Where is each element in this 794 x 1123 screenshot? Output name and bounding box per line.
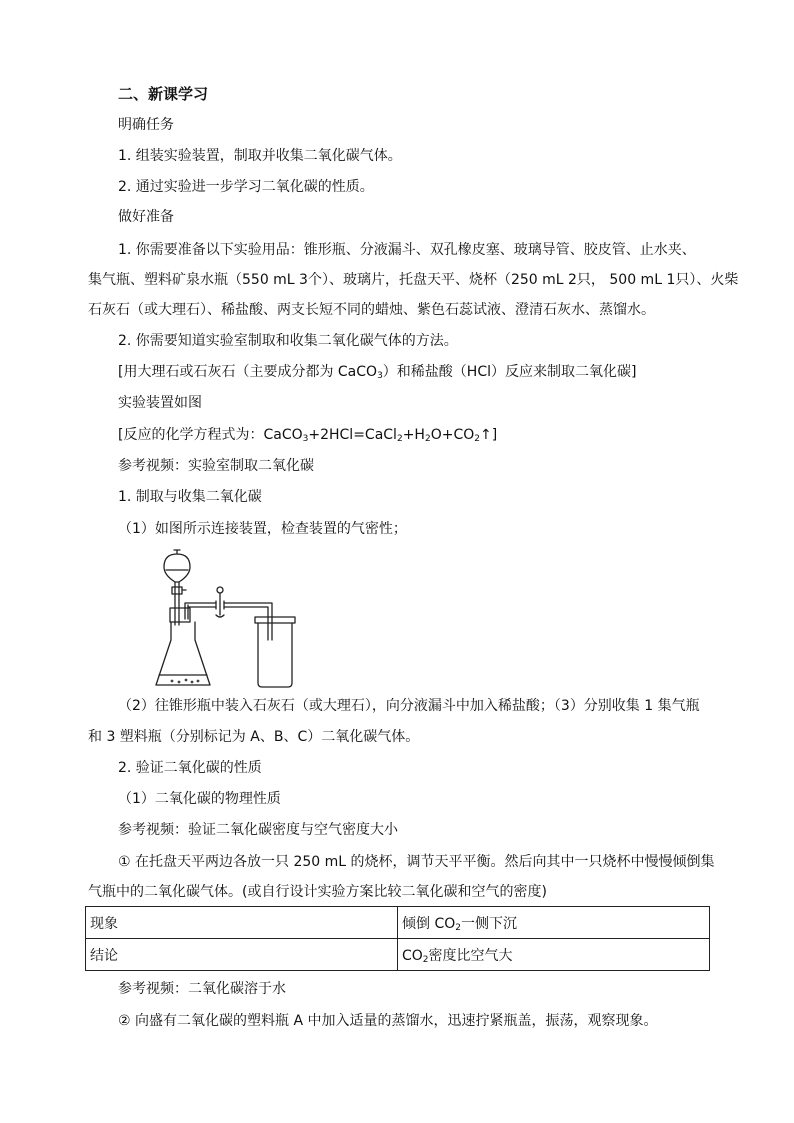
experiment-1-line-1: ① 在托盘天平两边各放一只 250 mL 的烧杯，调节天平平衡。然后向其中一只烧杯中慢慢倾倒集 — [118, 854, 715, 870]
prep-1-line-2: 集气瓶、塑料矿泉水瓶（550 mL 3个）、玻璃片，托盘天平、烧杯（250 mL 2只， 500 mL 1只）、火柴 — [88, 272, 739, 288]
table-row — [86, 907, 710, 939]
step-2-1: （1）二氧化碳的物理性质 — [118, 791, 281, 807]
prep-2: 2. 你需要知道实验室制取和收集二氧化碳气体的方法。 — [118, 333, 458, 349]
experiment-2: ② 向盛有二氧化碳的塑料瓶 A 中加入适量的蒸馏水，迅速拧紧瓶盖，振荡，观察现象。 — [118, 1013, 658, 1029]
table-cell-conclusion-label: 结论 — [86, 939, 398, 971]
prep-heading: 做好准备 — [118, 209, 174, 225]
step-1-2-line-1: （2）往锥形瓶中装入石灰石（或大理石），向分液漏斗中加入稀盐酸；（3）分别收集 1 集气瓶 — [118, 698, 700, 714]
observation-table — [85, 906, 710, 971]
video-ref-1: 参考视频：实验室制取二氧化碳 — [118, 458, 314, 474]
video-ref-2: 参考视频：验证二氧化碳密度与空气密度大小 — [118, 822, 398, 838]
apparatus-heading: 实验装置如图 — [118, 395, 202, 411]
table-cell-phenomenon-value: 倾倒 $CO_2$一侧下沉 — [398, 907, 710, 939]
step-1-2-line-2: 和 3 塑料瓶（分别标记为 A、B、C）二氧化碳气体。 — [88, 729, 420, 745]
task-1: 1. 组装实验装置，制取并收集二氧化碳气体。 — [118, 148, 402, 164]
task-heading: 明确任务 — [118, 117, 174, 133]
table-cell-conclusion-value: $CO_2$密度比空气大 — [398, 939, 710, 971]
table-row — [86, 939, 710, 971]
table-cell-phenomenon-label: 现象 — [86, 907, 398, 939]
prep-1-line-3: 石灰石（或大理石）、稀盐酸、两支长短不同的蜡烛、紫色石蕊试液、澄清石灰水、蒸馏水。 — [88, 302, 655, 318]
reaction-equation: [反应的化学方程式为：$CaCO_3+2HCl=CaCl_2+H_2O+CO_2↑$] — [118, 427, 498, 444]
task-2: 2. 通过实验进一步学习二氧化碳的性质。 — [118, 179, 374, 195]
step-1-1: （1）如图所示连接装置，检查装置的气密性； — [118, 521, 407, 537]
video-ref-3: 参考视频：二氧化碳溶于水 — [118, 981, 286, 997]
method-note: [用大理石或石灰石（主要成分都为 CaCO$_3$）和稀盐酸（HCl）反应来制取二氧化碳] — [118, 364, 637, 381]
prep-1-line-1: 1. 你需要准备以下实验用品：锥形瓶、分液漏斗、双孔橡皮塞、玻璃导管、胶皮管、止水夹、 — [118, 242, 696, 258]
step-1-heading: 1. 制取与收集二氧化碳 — [118, 489, 262, 505]
step-2-heading: 2. 验证二氧化碳的性质 — [118, 760, 262, 776]
section-title: 二、新课学习 — [118, 85, 209, 103]
experiment-1-line-2: 气瓶中的二氧化碳气体。(或自行设计实验方案比较二氧化碳和空气的密度) — [88, 884, 547, 900]
apparatus-diagram — [152, 545, 302, 693]
